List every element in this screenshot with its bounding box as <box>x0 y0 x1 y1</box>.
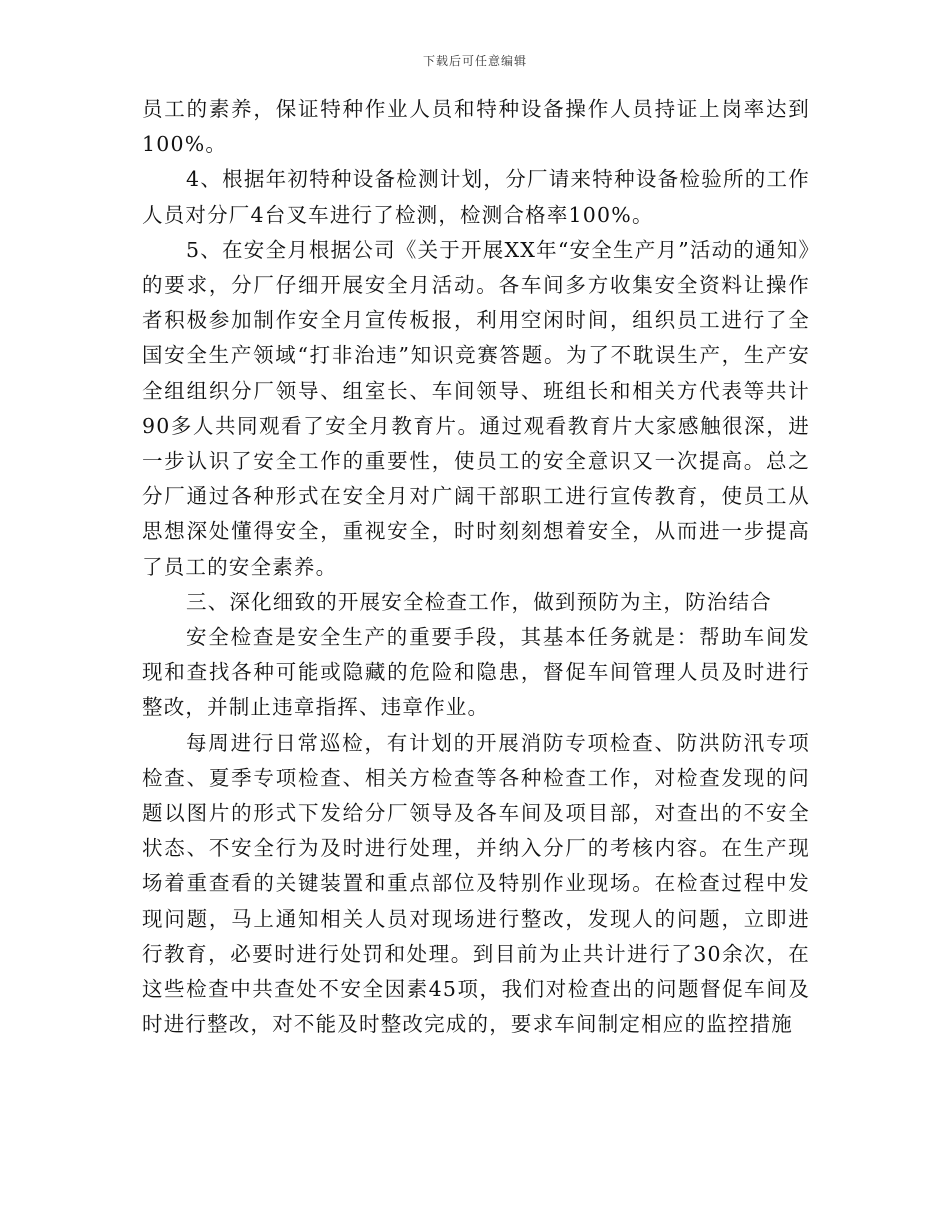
paragraph-4: 安全检查是安全生产的重要手段，其基本任务就是：帮助车间发现和查找各种可能或隐藏的危险和隐患，督促车间管理人员及时进行整改，并制止违章指挥、违章作业。 <box>142 625 810 720</box>
paragraph-2: 4、根据年初特种设备检测计划，分厂请来特种设备检验所的工作人员对分厂4台叉车进行了检测，检测合格率100%。 <box>142 167 810 227</box>
paragraph-3: 5、在安全月根据公司《关于开展XX年“安全生产月”活动的通知》的要求，分厂仔细开展安全月活动。各车间多方收集安全资料让操作者积极参加制作安全月宣传板报，利用空闲时间，组织员工进行了全国安全生产领域“打非治违”知识竞赛答题。为了不耽误生产，生产安全组组织分厂领导、组室长、车间领导、班组长和相关方代表等共计90多人共同观看了安全月教育片。通过观看教育片大家感触很深，进一步认识了安全工作的重要性，使员工的安全意识又一次提高。总之分厂通过各种形式在安全月对广阔干部职工进行宣传教育，使员工从思想深处懂得安全，重视安全，时时刻刻想着安全，从而进一步提高了员工的安全素养。 <box>142 237 810 579</box>
section-heading-3: 三、深化细致的开展安全检查工作，做到预防为主，防治结合 <box>186 589 772 614</box>
paragraph-1: 员工的素养，保证特种作业人员和特种设备操作人员持证上岗率达到100%。 <box>142 97 810 157</box>
document-body <box>142 92 810 1042</box>
page-header: 下载后可任意编辑 <box>422 54 527 68</box>
paragraph-5: 每周进行日常巡检，有计划的开展消防专项检查、防洪防汛专项检查、夏季专项检查、相关方检查等各种检查工作，对检查发现的问题以图片的形式下发给分厂领导及各车间及项目部，对查出的不安全状态、不安全行为及时进行处理，并纳入分厂的考核内容。在生产现场着重查看的关键装置和重点部位及特别作业现场。在检查过程中发现问题，马上通知相关人员对现场进行整改，发现人的问题，立即进行教育，必要时进行处罚和处理。到目前为止共计进行了30余次，在这些检查中共查处不安全因素45项，我们对检查出的问题督促车间及时进行整改，对不能及时整改完成的，要求车间制定相应的监控措施 <box>142 730 810 1037</box>
